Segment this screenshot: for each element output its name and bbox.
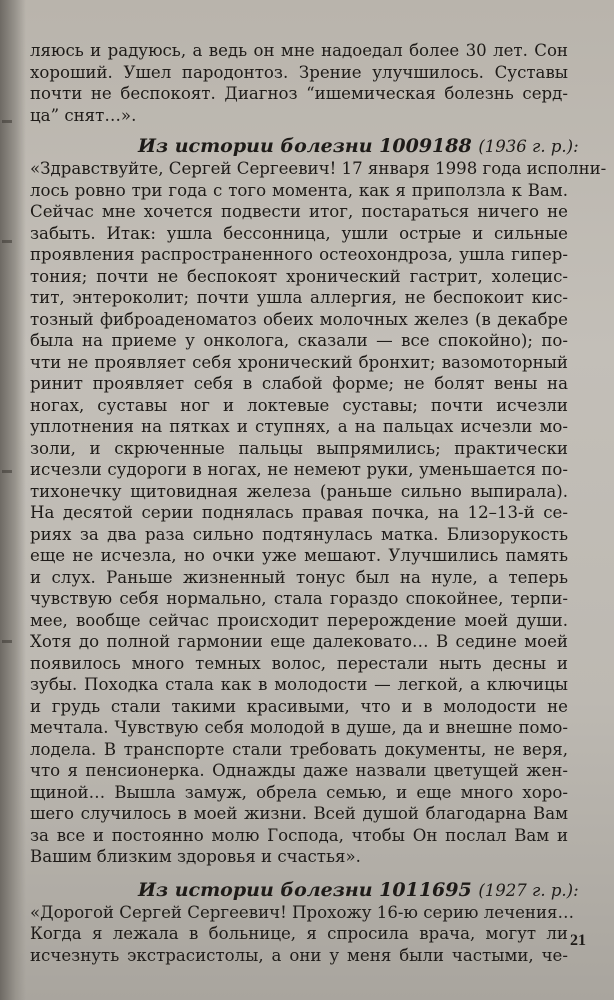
text-line: и слух. Раньше жизненный тонус был на нуле, а теперь [30, 567, 568, 587]
text-line: Когда я лежала в больнице, я спросила врача, могут ли [30, 924, 568, 943]
text-line: тония; почти не беспокоят хронический гастрит, холецис- [30, 266, 568, 286]
text-line: чувствую себя нормально, стала гораздо спокойнее, терпи- [30, 589, 568, 608]
text-line: тозный фиброаденоматоз обеих молочных желез (в декабре [30, 309, 568, 329]
text-line: Сейчас мне хочется подвести итог, постараться ничего не [30, 202, 568, 221]
bleed-mark [2, 240, 12, 243]
text-line: чти не проявляет себя хронический бронхит; вазомоторный [30, 352, 568, 372]
text-line: еще не исчезла, но очки уже мешают. Улучшились память [30, 546, 568, 565]
text-line: появилось много темных волос, перестали ныть десны и [30, 653, 568, 673]
page-text [30, 40, 607, 966]
text-line: Хотя до полной гармонии еще далековато… В седине моей [30, 632, 568, 651]
text-line: уплотнения на пятках и ступнях, а на пальцах исчезли мо- [30, 417, 568, 436]
text-line: мее, вообще сейчас происходит перерождение моей души. [30, 610, 568, 630]
case-heading-year: (1927 г. р.): [478, 880, 579, 900]
text-line: и грудь стали такими красивыми, что и в молодости не [30, 696, 568, 716]
text-line: ногах, суставы ног и локтевые суставы; почти исчезли [30, 395, 568, 415]
text-line: шего случилось в моей жизни. Всей душой благодарна Вам [30, 804, 568, 823]
text-line: На десятой серии поднялась правая почка, на 12–13-й се- [30, 503, 568, 522]
text-line: Вашим близким здоровья и счастья». [30, 847, 361, 866]
text-line: тит, энтероколит; почти ушла аллергия, не беспокоит кис- [30, 288, 568, 307]
text-line: что я пенсионерка. Однажды даже назвали цветущей жен- [30, 761, 568, 780]
text-line: мечтала. Чувствую себя молодой в душе, да и внешне помо- [30, 718, 568, 737]
text-line: лось ровно три года с того момента, как я приползла к Вам. [30, 180, 568, 200]
text-line: ринит проявляет себя в слабой форме; не болят вены на [30, 374, 568, 393]
text-line: исчезли судороги в ногах, не немеют руки, уменьшается по- [30, 460, 568, 479]
case-heading-year: (1936 г. р.): [478, 137, 579, 156]
case-heading-title: Из истории болезни 1011695 [138, 878, 472, 901]
text-line: «Здравствуйте, Сергей Сергеевич! 17 января 1998 года исполни- [30, 159, 607, 178]
text-line: за все и постоянно молю Господа, чтобы Он послал Вам и [30, 825, 568, 845]
bleed-mark [2, 470, 12, 473]
text-line: «Дорогой Сергей Сергеевич! Прохожу 16-ю серию лечения… [30, 902, 575, 922]
text-line: щиной… Вышла замуж, обрела семью, и еще много хоро- [30, 782, 568, 802]
page-number: 21 [570, 932, 586, 949]
text-line: зубы. Походка стала как в молодости — легкой, а ключицы [30, 675, 568, 694]
text-line: была на приеме у онколога, сказали — все спокойно); по- [30, 331, 568, 350]
text-line: риях за два раза сильно подтянулась матка. Близорукость [30, 524, 568, 544]
text-line: забыть. Итак: ушла бессонница, ушли острые и сильные [30, 223, 568, 243]
text-line: проявления распространенного остеохондроза, ушла гипер- [30, 245, 568, 264]
text-line: ца” снят…». [30, 105, 137, 125]
bleed-mark [2, 640, 12, 643]
page-gutter-shadow [0, 0, 26, 1000]
text-line: лодела. В транспорте стали требовать документы, не веря, [30, 739, 568, 759]
text-line: почти не беспокоят. Диагноз “ишемическая болезнь серд- [30, 84, 568, 103]
text-line: золи, и скрюченные пальцы выпрямились; практически [30, 438, 568, 458]
text-line: хороший. Ушел пародонтоз. Зрение улучшилось. Суставы [30, 62, 568, 82]
text-line: ляюсь и радуюсь, а ведь он мне надоедал более 30 лет. Сон [30, 41, 568, 60]
case-heading [30, 878, 579, 902]
case-heading [30, 134, 579, 158]
text-line: исчезнуть экстрасистолы, а они у меня были частыми, че- [30, 945, 568, 965]
bleed-mark [2, 120, 12, 123]
case-heading-title: Из истории болезни 1009188 [138, 135, 472, 157]
text-line: тихонечку щитовидная железа (раньше сильно выпирала). [30, 481, 568, 501]
